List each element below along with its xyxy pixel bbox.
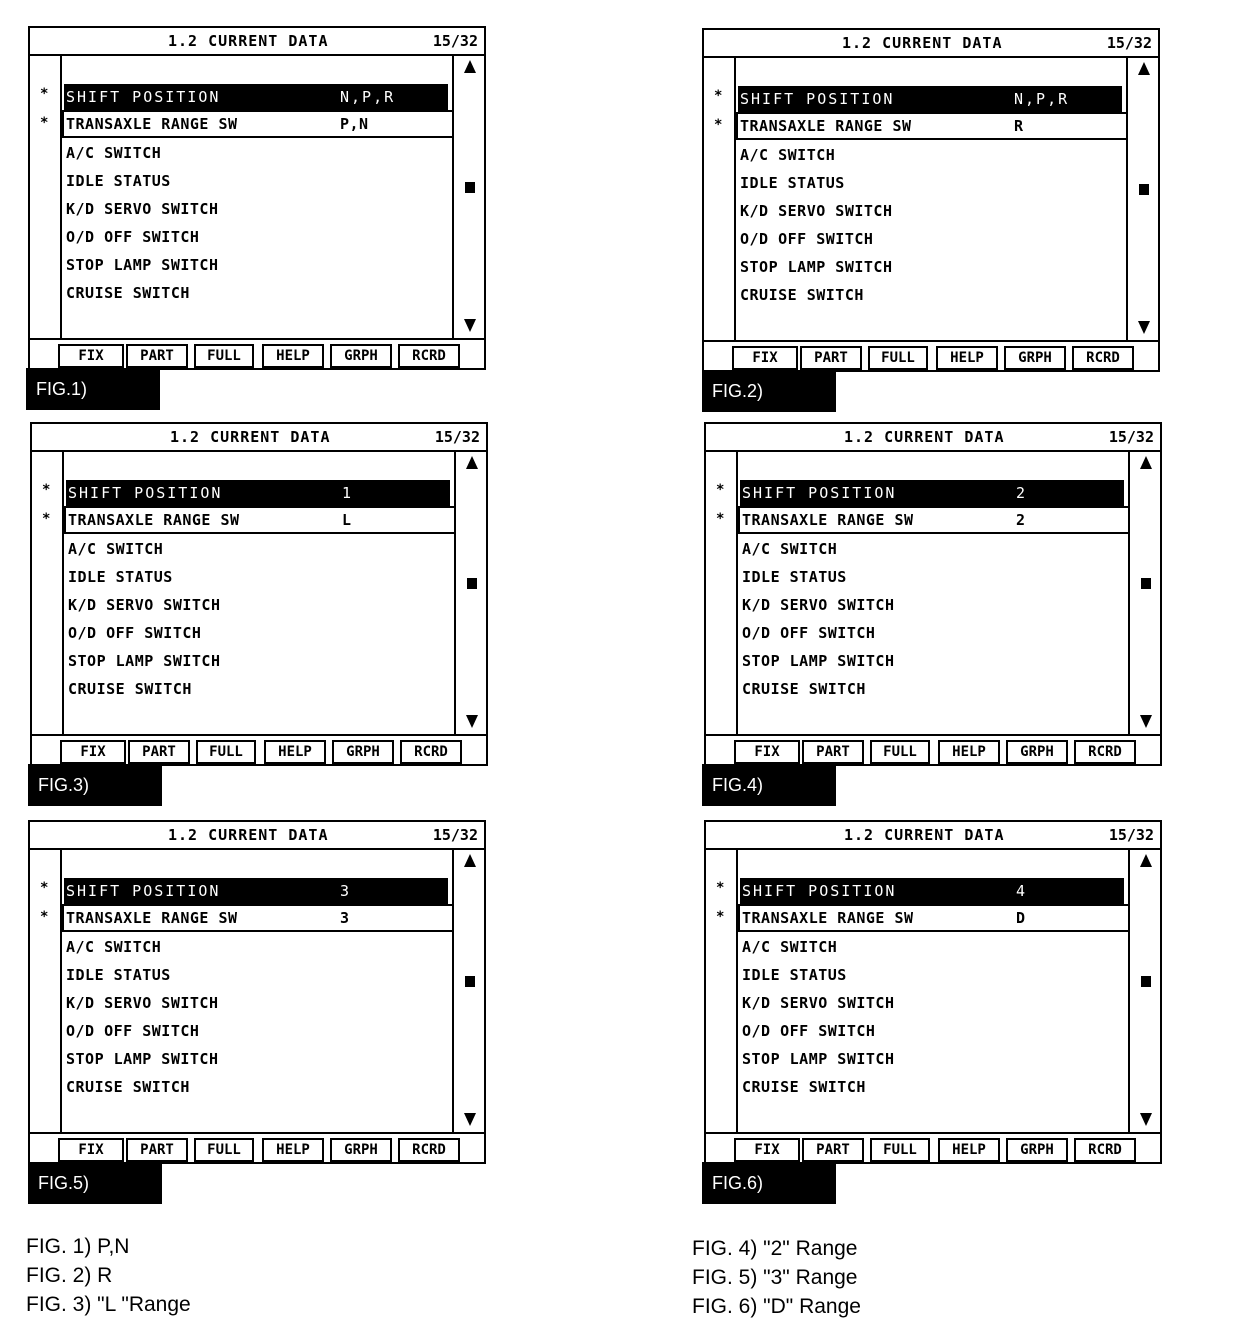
screen-title: 1.2 CURRENT DATA (170, 428, 331, 446)
item-label: TRANSAXLE RANGE SW (68, 511, 240, 529)
list-item[interactable] (738, 506, 1130, 534)
scrollbar[interactable] (452, 850, 486, 1132)
function-key-bar (704, 340, 1158, 372)
list-item[interactable] (66, 564, 450, 590)
item-label: IDLE STATUS (66, 172, 171, 190)
shift-position-value: N,P,R (340, 88, 396, 106)
item-label: STOP LAMP SWITCH (68, 652, 221, 670)
fkey-full-button[interactable]: FULL (868, 346, 928, 370)
list-item[interactable] (66, 536, 450, 562)
screen-titlebar (32, 424, 486, 452)
fkey-help-button[interactable]: HELP (936, 346, 998, 370)
list-item[interactable] (738, 198, 1122, 224)
scroll-up-icon[interactable] (1140, 456, 1152, 469)
fkey-fix-button[interactable]: FIX (734, 740, 800, 764)
scroll-up-icon[interactable] (464, 60, 476, 73)
list-item[interactable] (64, 140, 448, 166)
list-item[interactable] (64, 506, 456, 534)
screen-titlebar (706, 424, 1160, 452)
item-label: STOP LAMP SWITCH (740, 258, 893, 276)
fkey-fix-button[interactable]: FIX (58, 1138, 124, 1162)
fkey-grph-button[interactable]: GRPH (1004, 346, 1066, 370)
transaxle-range-value: D (1016, 909, 1026, 927)
fkey-rcrd-button[interactable]: RCRD (400, 740, 462, 764)
item-label: K/D SERVO SWITCH (742, 596, 895, 614)
item-label: CRUISE SWITCH (66, 1078, 190, 1096)
list-item[interactable] (738, 226, 1122, 252)
screen-titlebar (30, 28, 484, 56)
item-label: SHIFT POSITION (742, 484, 897, 502)
selected-marker: * (716, 511, 725, 527)
list-item[interactable] (738, 904, 1130, 932)
list-item[interactable] (740, 592, 1124, 618)
data-list (64, 452, 454, 734)
selected-marker: * (716, 880, 725, 896)
item-label: CRUISE SWITCH (66, 284, 190, 302)
screen-title: 1.2 CURRENT DATA (842, 34, 1003, 52)
list-item[interactable] (64, 1018, 448, 1044)
fkey-full-button[interactable]: FULL (196, 740, 256, 764)
selected-marker: * (716, 909, 725, 925)
item-label: IDLE STATUS (66, 966, 171, 984)
item-label: IDLE STATUS (742, 966, 847, 984)
caption-line: FIG. 3) "L "Range (26, 1293, 191, 1316)
item-label: TRANSAXLE RANGE SW (66, 909, 238, 927)
list-item[interactable] (66, 620, 450, 646)
screen-title: 1.2 CURRENT DATA (168, 32, 329, 50)
list-item[interactable] (62, 904, 454, 932)
figure-label: FIG.5) (28, 1162, 162, 1204)
item-label: SHIFT POSITION (66, 88, 221, 106)
item-label: O/D OFF SWITCH (740, 230, 874, 248)
screen-frame (28, 26, 486, 370)
fkey-help-button[interactable]: HELP (262, 344, 324, 368)
scrollbar[interactable] (452, 56, 486, 338)
fkey-part-button[interactable]: PART (800, 346, 862, 370)
screen-title: 1.2 CURRENT DATA (844, 826, 1005, 844)
list-item[interactable] (64, 224, 448, 250)
list-item[interactable] (740, 934, 1124, 960)
function-key-bar (706, 1132, 1160, 1164)
shift-position-value: N,P,R (1014, 90, 1070, 108)
list-item[interactable] (64, 878, 448, 904)
fkey-rcrd-button[interactable]: RCRD (1074, 740, 1136, 764)
scroll-up-icon[interactable] (1138, 62, 1150, 75)
item-label: K/D SERVO SWITCH (66, 994, 219, 1012)
item-label: CRUISE SWITCH (740, 286, 864, 304)
item-label: CRUISE SWITCH (742, 680, 866, 698)
list-item[interactable] (64, 962, 448, 988)
scroll-thumb[interactable] (1141, 578, 1151, 589)
fkey-grph-button[interactable]: GRPH (330, 1138, 392, 1162)
diagnostic-screen (704, 820, 1160, 1162)
scroll-thumb[interactable] (1139, 184, 1149, 195)
fkey-part-button[interactable]: PART (802, 1138, 864, 1162)
fkey-part-button[interactable]: PART (126, 344, 188, 368)
item-label: A/C SWITCH (66, 144, 162, 162)
item-label: TRANSAXLE RANGE SW (740, 117, 912, 135)
list-item[interactable] (740, 1074, 1124, 1100)
transaxle-range-value: 2 (1016, 511, 1026, 529)
list-item[interactable] (64, 990, 448, 1016)
item-label: A/C SWITCH (68, 540, 164, 558)
scroll-down-icon[interactable] (464, 319, 476, 332)
list-item[interactable] (736, 112, 1128, 140)
page-indicator: 15/32 (1108, 826, 1154, 844)
scroll-thumb[interactable] (465, 182, 475, 193)
item-label: IDLE STATUS (742, 568, 847, 586)
caption-line: FIG. 4) "2" Range (692, 1237, 858, 1260)
figure-label: FIG.3) (28, 764, 162, 806)
page-indicator: 15/32 (1106, 34, 1152, 52)
item-label: TRANSAXLE RANGE SW (742, 511, 914, 529)
list-item[interactable] (64, 1046, 448, 1072)
screen-frame (28, 820, 486, 1164)
figure-label: FIG.6) (702, 1162, 836, 1204)
item-label: K/D SERVO SWITCH (742, 994, 895, 1012)
caption-line: FIG. 5) "3" Range (692, 1266, 858, 1289)
item-label: O/D OFF SWITCH (68, 624, 202, 642)
fkey-rcrd-button[interactable]: RCRD (398, 344, 460, 368)
item-label: A/C SWITCH (66, 938, 162, 956)
figure-label: FIG.2) (702, 370, 836, 412)
list-item[interactable] (64, 252, 448, 278)
caption-line: FIG. 2) R (26, 1264, 113, 1287)
item-label: STOP LAMP SWITCH (66, 1050, 219, 1068)
data-list (738, 452, 1128, 734)
scroll-up-icon[interactable] (1140, 854, 1152, 867)
item-label: K/D SERVO SWITCH (740, 202, 893, 220)
diagnostic-screen (28, 26, 484, 368)
item-label: SHIFT POSITION (740, 90, 895, 108)
scroll-down-icon[interactable] (464, 1113, 476, 1126)
list-item[interactable] (66, 648, 450, 674)
screen-title: 1.2 CURRENT DATA (168, 826, 329, 844)
caption-line: FIG. 6) "D" Range (692, 1295, 861, 1318)
item-label: TRANSAXLE RANGE SW (66, 115, 238, 133)
list-item[interactable] (64, 196, 448, 222)
screen-frame (704, 422, 1162, 766)
list-item[interactable] (66, 676, 450, 702)
figure-label: FIG.1) (26, 368, 160, 410)
fkey-part-button[interactable]: PART (128, 740, 190, 764)
item-label: STOP LAMP SWITCH (742, 1050, 895, 1068)
fkey-rcrd-button[interactable]: RCRD (1072, 346, 1134, 370)
function-key-bar (30, 1132, 484, 1164)
fkey-fix-button[interactable]: FIX (58, 344, 124, 368)
list-item[interactable] (740, 620, 1124, 646)
item-label: SHIFT POSITION (742, 882, 897, 900)
caption-list-left (26, 1232, 191, 1319)
diagnostic-screen (28, 820, 484, 1162)
diagnostic-screen (702, 28, 1158, 370)
fkey-full-button[interactable]: FULL (870, 740, 930, 764)
list-item[interactable] (64, 934, 448, 960)
selected-marker: * (42, 482, 51, 498)
marker-column (30, 56, 62, 338)
list-item[interactable] (740, 480, 1124, 506)
caption-line: FIG. 1) P,N (26, 1235, 130, 1258)
list-item[interactable] (738, 170, 1122, 196)
fkey-full-button[interactable]: FULL (194, 1138, 254, 1162)
scroll-down-icon[interactable] (1140, 715, 1152, 728)
selected-marker: * (42, 511, 51, 527)
item-label: A/C SWITCH (740, 146, 836, 164)
screen-frame (702, 28, 1160, 372)
item-label: O/D OFF SWITCH (742, 1022, 876, 1040)
screen-frame (30, 422, 488, 766)
selected-marker: * (40, 909, 49, 925)
figure-label: FIG.4) (702, 764, 836, 806)
fkey-help-button[interactable]: HELP (264, 740, 326, 764)
transaxle-range-value: P,N (340, 115, 369, 133)
selected-marker: * (716, 482, 725, 498)
item-label: O/D OFF SWITCH (66, 228, 200, 246)
item-label: STOP LAMP SWITCH (66, 256, 219, 274)
marker-column (706, 452, 738, 734)
item-label: IDLE STATUS (68, 568, 173, 586)
item-label: O/D OFF SWITCH (742, 624, 876, 642)
function-key-bar (706, 734, 1160, 766)
selected-marker: * (714, 88, 723, 104)
caption-list-right (692, 1234, 861, 1321)
list-item[interactable] (64, 1074, 448, 1100)
marker-column (32, 452, 64, 734)
transaxle-range-value: R (1014, 117, 1024, 135)
list-item[interactable] (740, 1046, 1124, 1072)
list-item[interactable] (66, 592, 450, 618)
page-indicator: 15/32 (1108, 428, 1154, 446)
list-item[interactable] (740, 1018, 1124, 1044)
fkey-part-button[interactable]: PART (126, 1138, 188, 1162)
marker-column (30, 850, 62, 1132)
selected-marker: * (40, 880, 49, 896)
fkey-fix-button[interactable]: FIX (60, 740, 126, 764)
screen-titlebar (704, 30, 1158, 58)
fkey-fix-button[interactable]: FIX (732, 346, 798, 370)
fkey-help-button[interactable]: HELP (938, 740, 1000, 764)
list-item[interactable] (738, 254, 1122, 280)
list-item[interactable] (740, 962, 1124, 988)
list-item[interactable] (64, 280, 448, 306)
transaxle-range-value: 3 (340, 909, 350, 927)
function-key-bar (30, 338, 484, 370)
item-label: A/C SWITCH (742, 938, 838, 956)
page-indicator: 15/32 (434, 428, 480, 446)
marker-column (706, 850, 738, 1132)
fkey-grph-button[interactable]: GRPH (330, 344, 392, 368)
item-label: SHIFT POSITION (66, 882, 221, 900)
scroll-thumb[interactable] (467, 578, 477, 589)
fkey-grph-button[interactable]: GRPH (332, 740, 394, 764)
scrollbar[interactable] (1128, 850, 1162, 1132)
list-item[interactable] (64, 168, 448, 194)
fkey-help-button[interactable]: HELP (938, 1138, 1000, 1162)
page-indicator: 15/32 (432, 826, 478, 844)
list-item[interactable] (740, 536, 1124, 562)
data-list (62, 850, 452, 1132)
scroll-up-icon[interactable] (464, 854, 476, 867)
list-item[interactable] (738, 142, 1122, 168)
list-item[interactable] (740, 878, 1124, 904)
data-list (62, 56, 452, 338)
fkey-part-button[interactable]: PART (802, 740, 864, 764)
item-label: SHIFT POSITION (68, 484, 223, 502)
diagnostic-screen (30, 422, 486, 764)
diagnostic-screen (704, 422, 1160, 764)
fkey-full-button[interactable]: FULL (870, 1138, 930, 1162)
shift-position-value: 3 (340, 882, 352, 900)
fkey-help-button[interactable]: HELP (262, 1138, 324, 1162)
screen-title: 1.2 CURRENT DATA (844, 428, 1005, 446)
item-label: CRUISE SWITCH (742, 1078, 866, 1096)
fkey-rcrd-button[interactable]: RCRD (398, 1138, 460, 1162)
item-label: K/D SERVO SWITCH (68, 596, 221, 614)
scrollbar[interactable] (454, 452, 488, 734)
item-label: IDLE STATUS (740, 174, 845, 192)
scrollbar[interactable] (1128, 452, 1162, 734)
list-item[interactable] (64, 84, 448, 110)
list-item[interactable] (740, 564, 1124, 590)
list-item[interactable] (740, 648, 1124, 674)
item-label: A/C SWITCH (742, 540, 838, 558)
screen-titlebar (706, 822, 1160, 850)
item-label: STOP LAMP SWITCH (742, 652, 895, 670)
scroll-thumb[interactable] (465, 976, 475, 987)
screen-frame (704, 820, 1162, 1164)
function-key-bar (32, 734, 486, 766)
fkey-full-button[interactable]: FULL (194, 344, 254, 368)
shift-position-value: 4 (1016, 882, 1028, 900)
item-label: TRANSAXLE RANGE SW (742, 909, 914, 927)
fkey-grph-button[interactable]: GRPH (1006, 740, 1068, 764)
marker-column (704, 58, 736, 340)
fkey-rcrd-button[interactable]: RCRD (1074, 1138, 1136, 1162)
screen-titlebar (30, 822, 484, 850)
selected-marker: * (40, 115, 49, 131)
list-item[interactable] (66, 480, 450, 506)
shift-position-value: 2 (1016, 484, 1028, 502)
fkey-fix-button[interactable]: FIX (734, 1138, 800, 1162)
list-item[interactable] (738, 282, 1122, 308)
selected-marker: * (40, 86, 49, 102)
list-item[interactable] (740, 990, 1124, 1016)
scroll-up-icon[interactable] (466, 456, 478, 469)
page-indicator: 15/32 (432, 32, 478, 50)
data-list (736, 58, 1126, 340)
item-label: O/D OFF SWITCH (66, 1022, 200, 1040)
list-item[interactable] (62, 110, 454, 138)
scroll-thumb[interactable] (1141, 976, 1151, 987)
scroll-down-icon[interactable] (1138, 321, 1150, 334)
scroll-down-icon[interactable] (466, 715, 478, 728)
selected-marker: * (714, 117, 723, 133)
scrollbar[interactable] (1126, 58, 1160, 340)
item-label: K/D SERVO SWITCH (66, 200, 219, 218)
data-list (738, 850, 1128, 1132)
scroll-down-icon[interactable] (1140, 1113, 1152, 1126)
list-item[interactable] (738, 86, 1122, 112)
fkey-grph-button[interactable]: GRPH (1006, 1138, 1068, 1162)
item-label: CRUISE SWITCH (68, 680, 192, 698)
list-item[interactable] (740, 676, 1124, 702)
shift-position-value: 1 (342, 484, 354, 502)
transaxle-range-value: L (342, 511, 352, 529)
